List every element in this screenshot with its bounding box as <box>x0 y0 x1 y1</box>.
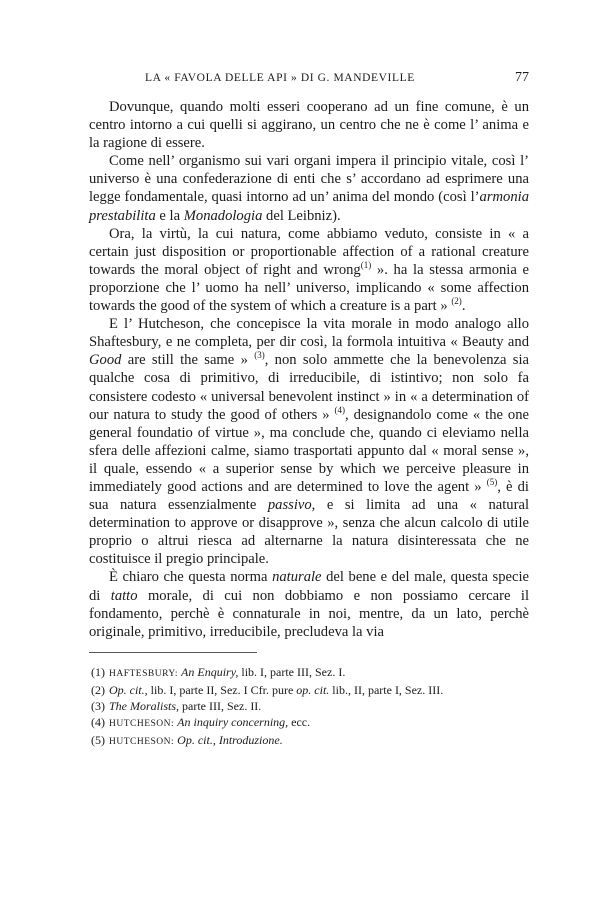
footnote-title: Op. cit., Introduzione. <box>177 733 283 747</box>
footnote <box>89 732 529 750</box>
footnote-text: lib. I, parte II, Sez. I Cfr. pure <box>147 683 297 697</box>
footnote-marker: (4) <box>91 715 105 729</box>
footnote-text: lib., II, parte I, Sez. III. <box>329 683 444 697</box>
running-header <box>89 70 529 88</box>
footnote-text: lib. I, parte III, Sez. I. <box>238 665 346 679</box>
main-text <box>89 98 529 641</box>
paragraph <box>89 98 529 152</box>
paragraph-text: del Leibniz). <box>262 207 341 224</box>
paragraph-text: , e si limita ad una « natural determination to approve or disapprove », senza che alcun calcolo di utile proprio o altrui riesca ad alternarne la natura disinteressata che ne costituisce il pregio principale. <box>89 497 529 568</box>
paragraph-text: , non solo ammette che la benevolenza sia qualche cosa di primitivo, di irreducibile, di istintivo; non solo fa consistere codesto « universal benevolent instinct » in « a determination of our natura to study the good of others » <box>89 352 529 423</box>
footnote-author: HAFTESBURY: <box>109 669 179 679</box>
footnote-title: Op. cit., <box>109 683 148 697</box>
footnote-author: HUTCHESON: <box>109 719 175 729</box>
italic-term: tatto <box>110 587 138 604</box>
running-title: LA « FAVOLA DELLE API » DI G. MANDEVILLE <box>145 72 415 84</box>
footnote-ref: (1) <box>360 259 372 270</box>
paragraph-text: È chiaro che questa norma <box>109 569 273 586</box>
footnote <box>89 714 529 732</box>
paragraph-text: , è di sua natura essenzialmente <box>89 478 529 514</box>
italic-term: armonia prestabilita <box>89 189 529 224</box>
paragraph <box>89 225 529 315</box>
paragraph-text: Come nell’ organismo sui vari organi impera il principio vitale, così l’ universo è una confederazione di enti che s’ accordano ad esprimere una legge fondamentale, quasi intorno ad un’ anima del mondo (così l’ <box>89 153 529 206</box>
footnote-text: parte III, Sez. II. <box>179 699 262 713</box>
footnote-marker: (1) <box>91 665 105 679</box>
paragraph-text: . <box>461 298 466 315</box>
footnote-marker: (5) <box>91 733 105 747</box>
paragraph-text: del bene e del male, questa specie di <box>89 569 530 604</box>
footnote-marker: (2) <box>91 683 105 697</box>
footnote-ref: (4) <box>334 404 346 415</box>
footnote <box>89 664 529 682</box>
footnotes <box>89 664 529 750</box>
footnote-marker: (3) <box>91 699 105 713</box>
paragraph-text: e la <box>155 207 184 224</box>
footnote-title: An Enquiry, <box>181 665 239 679</box>
footnote-ref: (5) <box>486 477 498 488</box>
footnote <box>89 682 529 698</box>
italic-term: Monadologia <box>183 207 263 224</box>
footnote <box>89 698 529 714</box>
paragraph-text: E l’ Hutcheson, che concepisce la vita morale in modo analogo allo Shaftesbury, e ne completa, per dir così, la formola intuitiva « Beauty and <box>89 316 529 351</box>
paragraph <box>89 315 529 568</box>
footnote-ref: (2) <box>451 296 462 307</box>
paragraph-text: ». ha la stessa armonia e proporzione che l’ uomo ha nell’ universo, implicando « some affection towards the good of the system of which a creature is a part » <box>89 261 530 315</box>
italic-term: Good <box>89 352 122 369</box>
footnote-title: The Moralists, <box>109 699 180 713</box>
paragraph <box>89 568 529 640</box>
footnote-ref: (3) <box>254 350 265 361</box>
paragraph-text: Ora, la virtù, la cui natura, come abbiamo veduto, consiste in « a certain just disposition or proportionable affection of a rational creature towards the moral object of right and wrong <box>89 225 529 278</box>
page-number: 77 <box>515 70 529 85</box>
footnote-divider <box>89 652 257 653</box>
paragraph <box>89 152 529 224</box>
italic-term: naturale <box>272 569 322 586</box>
paragraph-text: are still the same » <box>121 352 255 369</box>
footnote-title: op. cit. <box>296 683 330 697</box>
footnote-text: ecc. <box>288 715 311 729</box>
italic-term: passivo <box>267 497 312 514</box>
paragraph-text: morale, di cui non dobbiamo e non possiamo cercare il fondamento, perchè è connaturale in noi, mentre, da un lato, perchè originale, primitivo, irreducibile, precludeva la via <box>89 587 529 640</box>
paragraph-text: Dovunque, quando molti esseri cooperano ad un fine comune, è un centro intorno a cui quelli si aggirano, un centro che ne è come l’ anima e la ragione di essere. <box>89 99 529 152</box>
footnote-author: HUTCHESON: <box>109 737 175 747</box>
footnote-title: An inquiry concerning, <box>177 715 289 729</box>
paragraph-text: , designandolo come « the one general foundatio of virtue », ma conclude che, quando ci eleviamo nella sfera delle affezioni calme, siamo trasportati appunto dal « moral sense », il quale, essendo « a superior sense by which we perceive pleasure in immediately good actions and are determined to love the agent » <box>89 406 529 495</box>
